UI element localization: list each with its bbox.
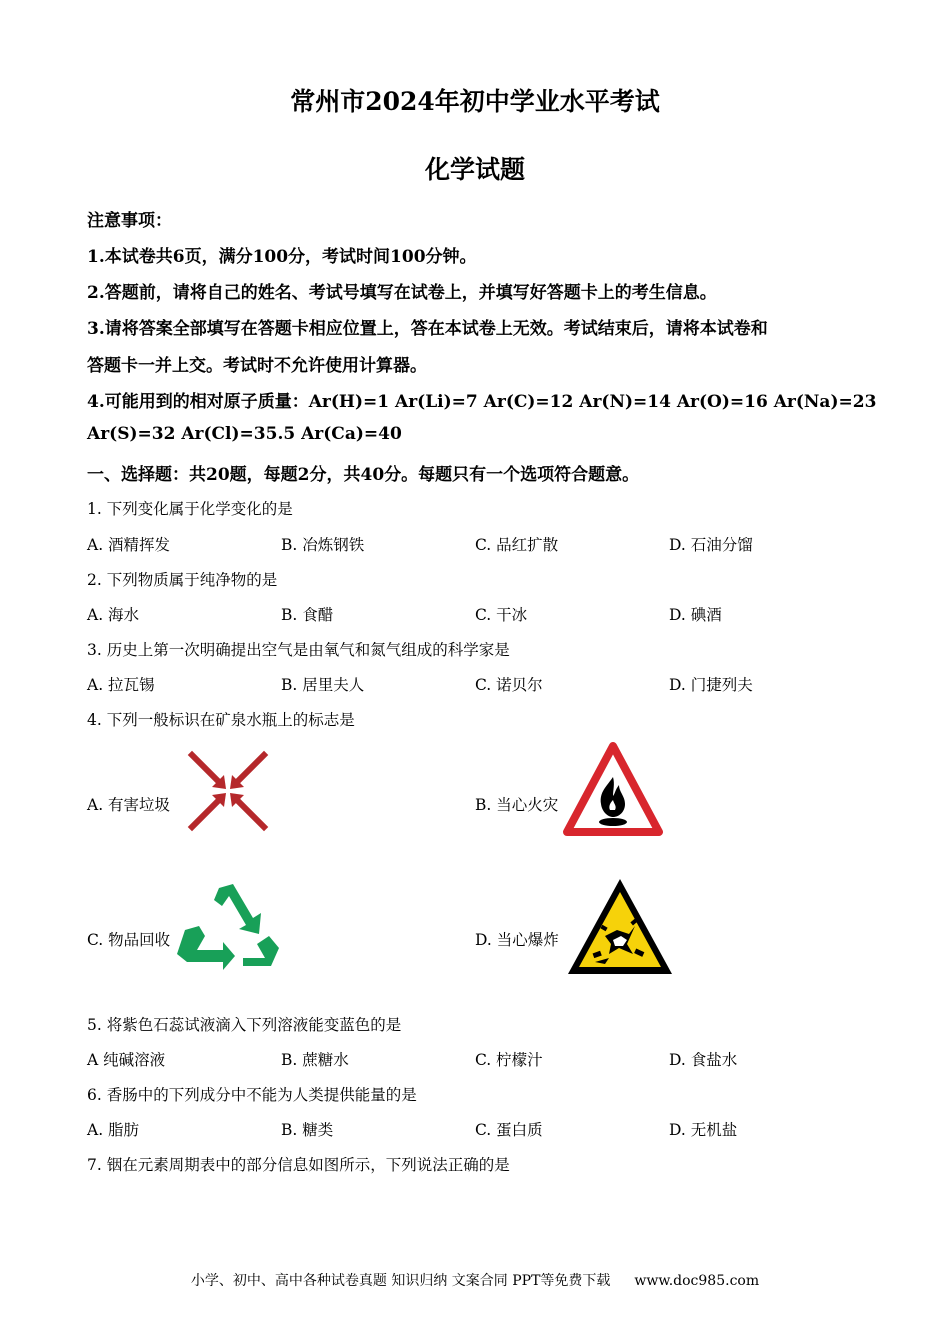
question-stem: 2. 下列物质属于纯净物的是 [87,571,278,589]
option-a: A. 有害垃圾 [87,796,171,814]
notice-item: 1.本试卷共6页，满分100分，考试时间100分钟。 [87,247,477,267]
option-b: B. 蔗糖水 [281,1051,349,1069]
footer-site-link[interactable]: www.doc985.com [634,1273,760,1289]
section-heading: 一、选择题：共20题，每题2分，共40分。每题只有一个选项符合题意。 [87,465,640,485]
option-d: D. 石油分馏 [669,536,753,554]
option-b: B. 食醋 [281,606,334,624]
question-stem: 5. 将紫色石蕊试液滴入下列溶液能变蓝色的是 [87,1016,402,1034]
footer-text: 小学、初中、高中各种试卷真题 知识归纳 文案合同 PPT等免费下载 [190,1273,611,1289]
option-b: B. 冶炼钢铁 [281,536,365,554]
option-c: C. 物品回收 [87,931,171,949]
option-a: A. 拉瓦锡 [87,676,155,694]
notice-item: Ar(S)=32 Ar(Cl)=35.5 Ar(Ca)=40 [87,424,402,444]
page-footer [0,1270,950,1290]
page-subtitle: 化学试题 [424,155,525,184]
option-c: C. 诺贝尔 [475,676,543,694]
option-d: D. 无机盐 [669,1121,738,1139]
notice-item: 2.答题前，请将自己的姓名、考试号填写在试卷上，并填写好答题卡上的考生信息。 [87,283,717,303]
question-stem: 7. 铟在元素周期表中的部分信息如图所示，下列说法正确的是 [87,1156,510,1174]
option-d: D. 当心爆炸 [475,931,559,949]
question-stem: 6. 香肠中的下列成分中不能为人类提供能量的是 [87,1086,417,1104]
question-stem: 1. 下列变化属于化学变化的是 [87,500,293,518]
option-d: D. 门捷列夫 [669,676,753,694]
option-a: A 纯碱溶液 [87,1051,166,1069]
notice-heading: 注意事项： [87,211,172,231]
option-b: B. 当心火灾 [475,796,559,814]
explosion-warning-icon [565,876,675,978]
option-a: A. 酒精挥发 [87,536,171,554]
option-c: C. 柠檬汁 [475,1051,543,1069]
option-a: A. 脂肪 [87,1121,140,1139]
notice-item: 4.可能用到的相对原子质量：Ar(H)=1 Ar(Li)=7 Ar(C)=12 Ar(N)=14 Ar(O)=16 Ar(Na)=23 [87,392,877,412]
question-stem: 3. 历史上第一次明确提出空气是由氧气和氮气组成的科学家是 [87,641,510,659]
option-a: A. 海水 [87,606,140,624]
page-title: 常州市2024年初中学业水平考试 [290,87,660,116]
option-c: C. 蛋白质 [475,1121,543,1139]
option-d: D. 碘酒 [669,606,722,624]
recycle-icon [173,880,283,978]
option-c: C. 品红扩散 [475,536,559,554]
hazardous-waste-icon [188,752,268,830]
fire-warning-icon [563,742,663,836]
option-d: D. 食盐水 [669,1051,738,1069]
question-stem: 4. 下列一般标识在矿泉水瓶上的标志是 [87,711,355,729]
option-b: B. 糖类 [281,1121,334,1139]
option-c: C. 干冰 [475,606,528,624]
option-b: B. 居里夫人 [281,676,365,694]
notice-item: 答题卡一并上交。考试时不允许使用计算器。 [87,356,427,376]
notice-item: 3.请将答案全部填写在答题卡相应位置上，答在本试卷上无效。考试结束后，请将本试卷和 [87,319,768,339]
